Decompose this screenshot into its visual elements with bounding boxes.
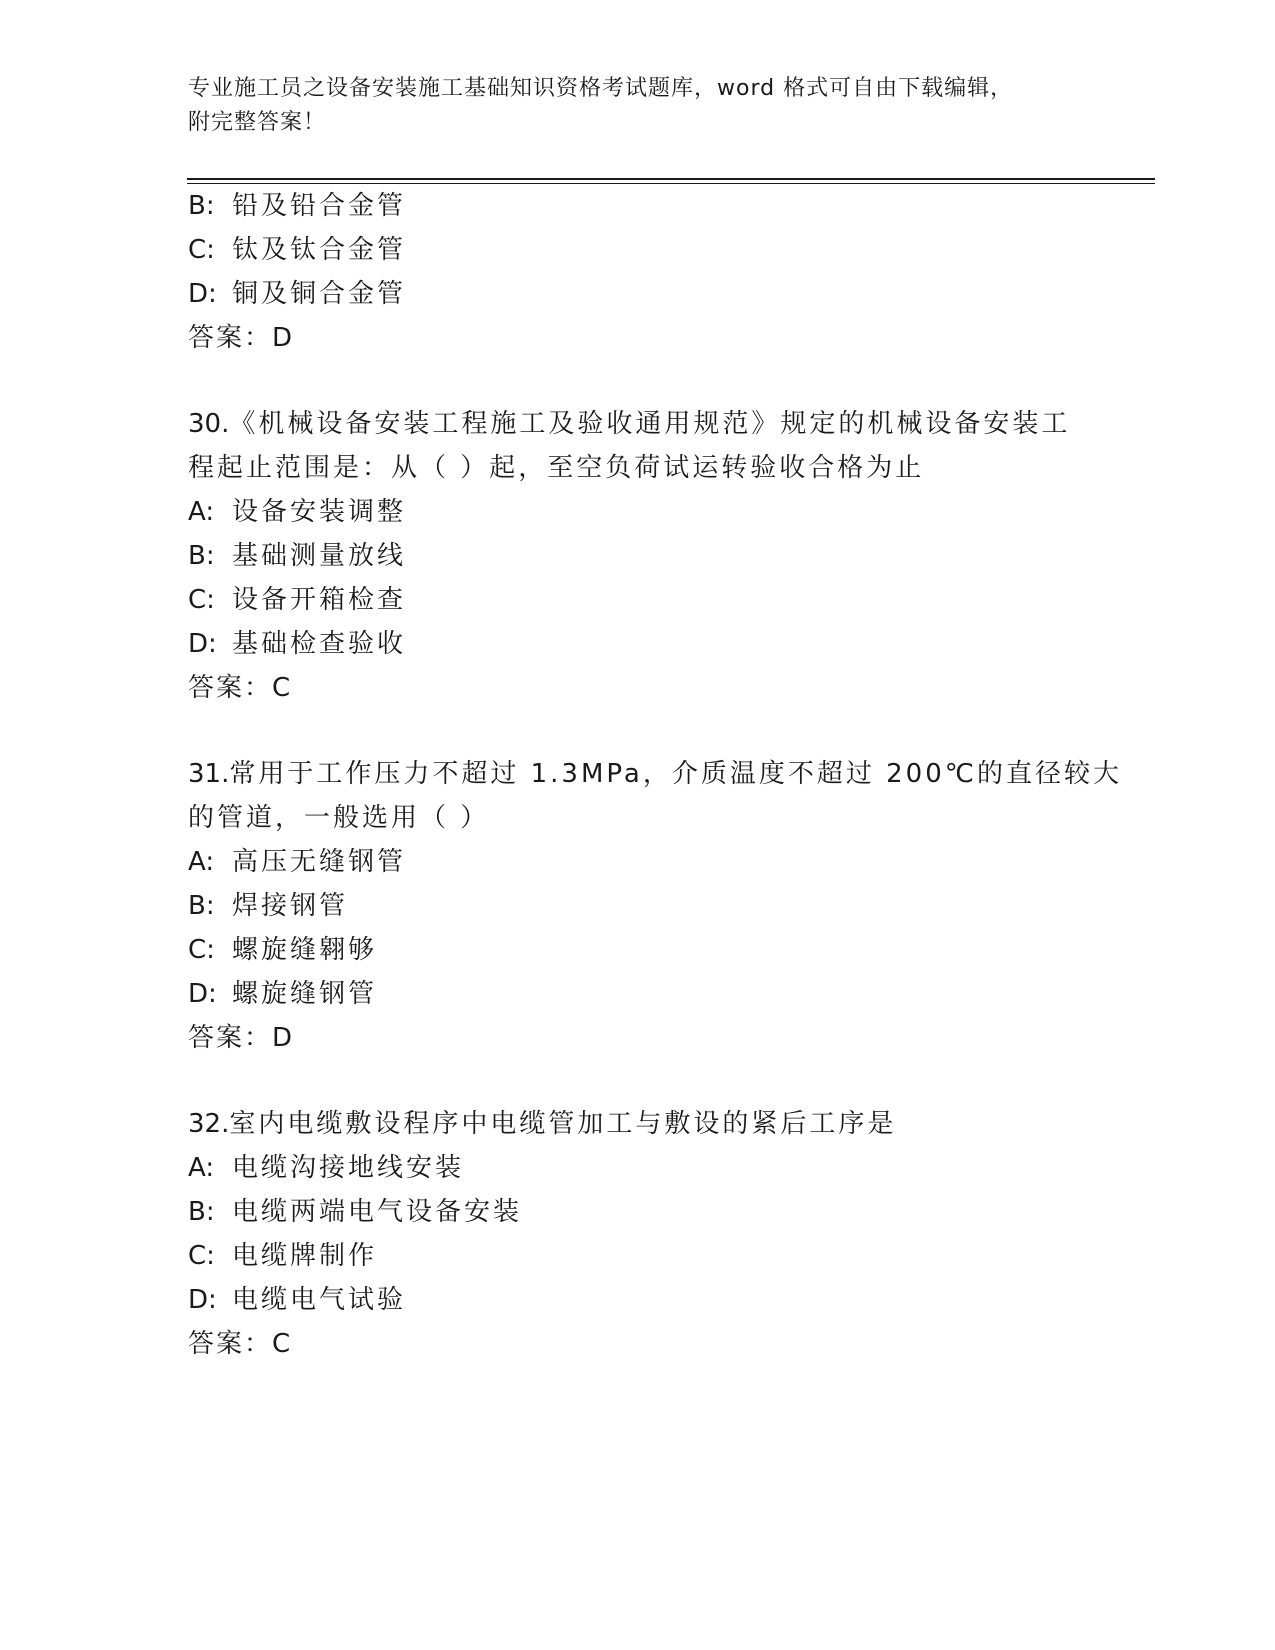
q30-option-c: C: 设备开箱检查 — [188, 585, 407, 615]
header-line-1: 专业施工员之设备安装施工基础知识资格考试题库，word 格式可自由下载编辑， — [188, 76, 1014, 101]
q31-option-b: B: 焊接钢管 — [188, 891, 349, 921]
option-b: B: 铅及铅合金管 — [188, 191, 407, 221]
header-divider-thick — [187, 178, 1155, 180]
option-d: D: 铜及铜合金管 — [188, 279, 407, 309]
q32-answer: 答案：C — [188, 1329, 293, 1359]
q30-option-b: B: 基础测量放线 — [188, 541, 407, 571]
q30-option-d: D: 基础检查验收 — [188, 629, 407, 659]
question-32-stem: 32.室内电缆敷设程序中电缆管加工与敷设的紧后工序是 — [188, 1109, 897, 1139]
q30-option-a: A: 设备安装调整 — [188, 497, 407, 527]
q32-option-c: C: 电缆牌制作 — [188, 1241, 378, 1271]
q30-answer: 答案：C — [188, 673, 293, 703]
question-30-stem-cont: 程起止范围是：从（ ）起，至空负荷试运转验收合格为止 — [188, 453, 925, 483]
document-header — [188, 72, 1088, 140]
q31-answer: 答案：D — [188, 1023, 295, 1053]
question-30-stem: 30.《机械设备安装工程施工及验收通用规范》规定的机械设备安装工 — [188, 409, 1071, 439]
question-31-stem-cont: 的管道，一般选用（ ） — [188, 803, 490, 833]
q32-option-a: A: 电缆沟接地线安装 — [188, 1153, 465, 1183]
option-c: C: 钛及钛合金管 — [188, 235, 407, 265]
answer-line: 答案：D — [188, 323, 295, 353]
question-31-stem: 31.常用于工作压力不超过 1.3MPa，介质温度不超过 200℃的直径较大 — [188, 759, 1122, 789]
q32-option-d: D: 电缆电气试验 — [188, 1285, 407, 1315]
header-divider-thin — [187, 183, 1155, 184]
q32-option-b: B: 电缆两端电气设备安装 — [188, 1197, 523, 1227]
q31-option-a: A: 高压无缝钢管 — [188, 847, 407, 877]
header-line-2: 附完整答案！ — [188, 110, 327, 135]
q31-option-d: D: 螺旋缝钢管 — [188, 979, 378, 1009]
q31-option-c: C: 螺旋缝翱够 — [188, 935, 378, 965]
